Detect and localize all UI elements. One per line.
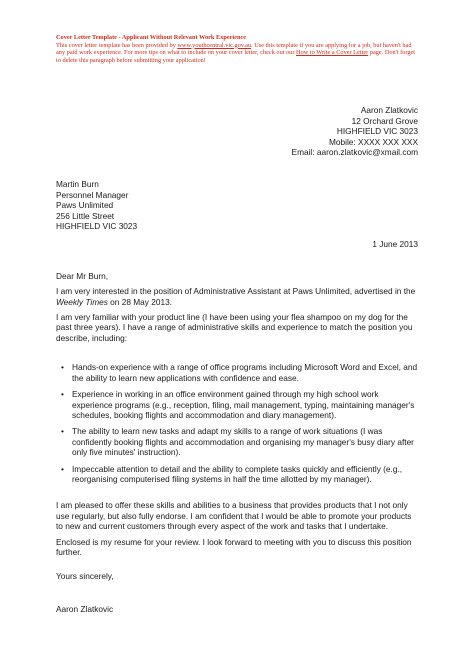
salutation: Dear Mr Burn,: [56, 270, 109, 281]
recipient-company: Paws Unlimited: [56, 200, 114, 211]
cover-letter-guide-link[interactable]: How to Write a Cover Letter: [296, 49, 369, 57]
youthcentral-link[interactable]: www.youthcentral.vic.gov.au: [177, 41, 252, 49]
sender-email: Email: aaron.zlatkovic@xmail.com: [291, 147, 418, 157]
template-instructions: [56, 34, 418, 64]
template-note-line1-post: . Use this template if you are applying for a job, but haven't had: [251, 41, 412, 49]
recipient-title: Personnel Manager: [56, 189, 129, 200]
template-note-line3: forget to delete this paragraph before submitting your application!: [56, 49, 416, 64]
intro-text-pre: I am very interested in the position of Administrative Assistant at Paws Unlimited, advertised in the: [56, 286, 416, 297]
recipient-suburb: HIGHFIELD VIC 3023: [56, 221, 138, 232]
skills-list-item: • Experience in working in an office environment gained through my high school work experience programs (e.g., reception, filing, mail management, typing, maintaining manager's schedules, booking flights and accommodation and diary management).: [72, 389, 418, 420]
publication-name: Weekly Times: [56, 296, 108, 307]
sender-address-block: [56, 105, 418, 157]
product-familiarity-paragraph: I am very familiar with your product line (I have been using your flea shampoo on my dog for the past three years). I have a range of administrative skills and experience to match the position you describe, including:: [56, 312, 413, 343]
skills-list-item: • Hands-on experience with a range of office programs including Microsoft Word and Excel, and the ability to learn new applications with confidence and ease.: [72, 362, 418, 383]
skills-list: [56, 362, 418, 484]
sender-name: Aaron Zlatkovic: [360, 105, 418, 116]
template-note-text: [56, 42, 418, 65]
skills-list-item: • Impeccable attention to detail and the ability to complete tasks quickly and efficiently (e.g., reorganising computerised filing systems in half the time allotted by my manager).: [72, 464, 418, 485]
sender-mobile: Mobile: XXXX XXX XXX: [328, 136, 418, 147]
letter-date: 1 June 2013: [372, 239, 418, 250]
offer-paragraph: I am pleased to offer these skills and abilities to a business that provides products that I not only use regularly, but also fully endorse. I am confident that I would be able to promote your products to new and current customers through every aspect of the work and tasks that I undertake.: [56, 500, 412, 532]
sender-street: 12 Orchard Grove: [351, 115, 418, 126]
intro-text-post: on 28 May 2013.: [107, 296, 172, 307]
resume-paragraph: Enclosed is my resume for your review. I look forward to meeting with you to discuss this position further.: [56, 536, 412, 557]
template-note-line2-post: page. Don't: [368, 49, 399, 57]
closing: Yours sincerely,: [56, 571, 114, 582]
recipient-name: Martin Burn: [56, 179, 99, 190]
template-note-title: Cover Letter Template - Applicant Without Relevant Work Experience: [56, 34, 247, 41]
recipient-address-block: [56, 179, 418, 231]
signature-name: Aaron Zlatkovic: [56, 603, 114, 614]
skills-list-item: • The ability to learn new tasks and adapt my skills to a range of work situations (I was confidently booking flights and accommodation and organising my manager's busy diary after only five minutes' instruction).: [72, 426, 418, 457]
intro-paragraph: [56, 286, 418, 307]
template-note-line1-pre: This cover letter template has been provided by: [56, 41, 178, 49]
recipient-street: 256 Little Street: [56, 210, 115, 221]
template-note-line2-pre: any paid work experience. For more tips on what to include on your cover letter, check out our: [56, 49, 297, 57]
sender-suburb: HIGHFIELD VIC 3023: [336, 126, 418, 137]
